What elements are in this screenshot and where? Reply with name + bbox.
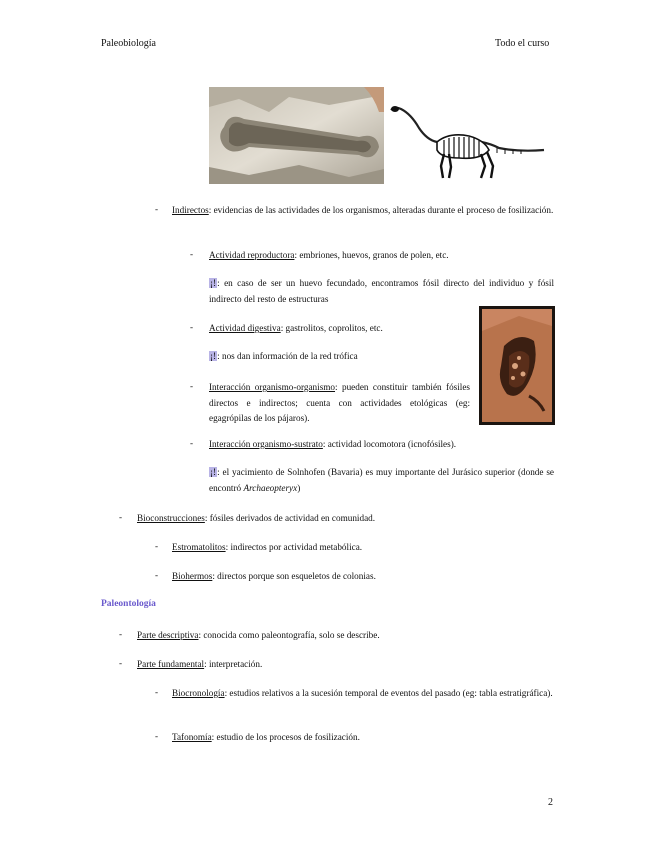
note-text: : el yacimiento de Solnhofen (Bavaria) es muy importante del Jurásico superior (donde se encontró bbox=[209, 467, 554, 493]
list-item-tafonomia bbox=[172, 730, 554, 746]
definition-biocronologia: : estudios relativos a la sucesión temporal de eventos del pasado (eg: tabla estratigráfica). bbox=[224, 688, 553, 698]
term-biohermos: Biohermos bbox=[172, 571, 213, 581]
bullet-dash: - bbox=[190, 249, 194, 259]
list-item-reproductora bbox=[209, 248, 554, 264]
definition-indirectos: : evidencias de las actividades de los organismos, alteradas durante el proceso de fosilización. bbox=[208, 205, 554, 215]
definition-reproductora: : embriones, huevos, granos de polen, etc. bbox=[294, 250, 449, 260]
bullet-dash: - bbox=[119, 512, 123, 522]
term-fundamental: Parte fundamental bbox=[137, 659, 205, 669]
list-item-biocronologia bbox=[172, 686, 554, 702]
attention-mark: ¡! bbox=[210, 467, 217, 477]
bullet-dash: - bbox=[155, 204, 159, 214]
term-reproductora: Actividad reproductora bbox=[209, 250, 295, 260]
attention-mark: ¡! bbox=[210, 351, 217, 361]
note-solnhofen bbox=[209, 465, 554, 496]
bullet-dash: - bbox=[155, 541, 159, 551]
definition-interaccion-sustrato: : actividad locomotora (icnofósiles). bbox=[322, 439, 457, 449]
list-item-fundamental bbox=[137, 657, 554, 673]
note-close: ) bbox=[297, 482, 301, 493]
note-trofica bbox=[209, 349, 469, 365]
archaeopteryx-name: Archaeopteryx bbox=[243, 482, 298, 493]
term-tafonomia: Tafonomía bbox=[172, 732, 212, 742]
bullet-dash: - bbox=[119, 658, 123, 668]
definition-biohermos: : directos porque son esqueletos de colonias. bbox=[212, 571, 376, 581]
list-item-bioconstrucciones bbox=[137, 511, 554, 527]
term-bioconstrucciones: Bioconstrucciones bbox=[137, 513, 205, 523]
list-item-indirectos bbox=[172, 203, 554, 219]
term-digestiva: Actividad digestiva bbox=[209, 323, 281, 333]
header-left: Paleobiología bbox=[101, 38, 156, 49]
page-number: 2 bbox=[548, 797, 553, 808]
definition-descriptiva: : conocida como paleontografía, solo se describe. bbox=[198, 630, 380, 640]
header-right: Todo el curso bbox=[495, 38, 550, 49]
definition-digestiva: : gastrolitos, coprolitos, etc. bbox=[280, 323, 383, 333]
term-indirectos: Indirectos bbox=[172, 205, 209, 215]
list-item-interaccion-organismo bbox=[209, 380, 470, 427]
note-text: : nos dan información de la red trófica bbox=[217, 351, 358, 361]
term-interaccion-sustrato: Interacción organismo-sustrato bbox=[209, 439, 323, 449]
definition-estromatolitos: : indirectos por actividad metabólica. bbox=[225, 542, 363, 552]
bullet-dash: - bbox=[190, 438, 194, 448]
note-text: : en caso de ser un huevo fecundado, encontramos fósil directo del individuo y fósil indirecto del resto de estructuras bbox=[209, 278, 554, 304]
definition-interaccion-organismo: : pueden constituir también fósiles directos e indirectos; cuenta con actividades etológicas (eg: egagrópilas de los pájaros). bbox=[209, 382, 471, 423]
list-item-digestiva bbox=[209, 321, 469, 337]
list-item-estromatolitos bbox=[172, 540, 554, 556]
attention-mark: ¡! bbox=[210, 278, 217, 288]
definition-bioconstrucciones: : fósiles derivados de actividad en comunidad. bbox=[204, 513, 376, 523]
section-heading-paleontologia: Paleontología bbox=[101, 599, 156, 609]
bullet-dash: - bbox=[155, 731, 159, 741]
list-item-interaccion-sustrato bbox=[209, 437, 554, 453]
term-descriptiva: Parte descriptiva bbox=[137, 630, 199, 640]
term-estromatolitos: Estromatolitos bbox=[172, 542, 226, 552]
bullet-dash: - bbox=[190, 322, 194, 332]
coprolite-fossil-photo bbox=[479, 306, 555, 425]
dinosaur-skeleton-drawing bbox=[389, 104, 547, 182]
bullet-dash: - bbox=[119, 629, 123, 639]
fossil-bone-photo bbox=[209, 87, 384, 184]
list-item-biohermos bbox=[172, 569, 554, 585]
bullet-dash: - bbox=[155, 570, 159, 580]
definition-tafonomia: : estudio de los procesos de fosilización. bbox=[211, 732, 360, 742]
term-interaccion-organismo: Interacción organismo-organismo bbox=[209, 382, 336, 392]
note-huevo bbox=[209, 276, 554, 307]
definition-fundamental: : interpretación. bbox=[204, 659, 263, 669]
list-item-descriptiva bbox=[137, 628, 554, 644]
bullet-dash: - bbox=[190, 381, 194, 391]
term-biocronologia: Biocronología bbox=[172, 688, 225, 698]
bullet-dash: - bbox=[155, 687, 159, 697]
